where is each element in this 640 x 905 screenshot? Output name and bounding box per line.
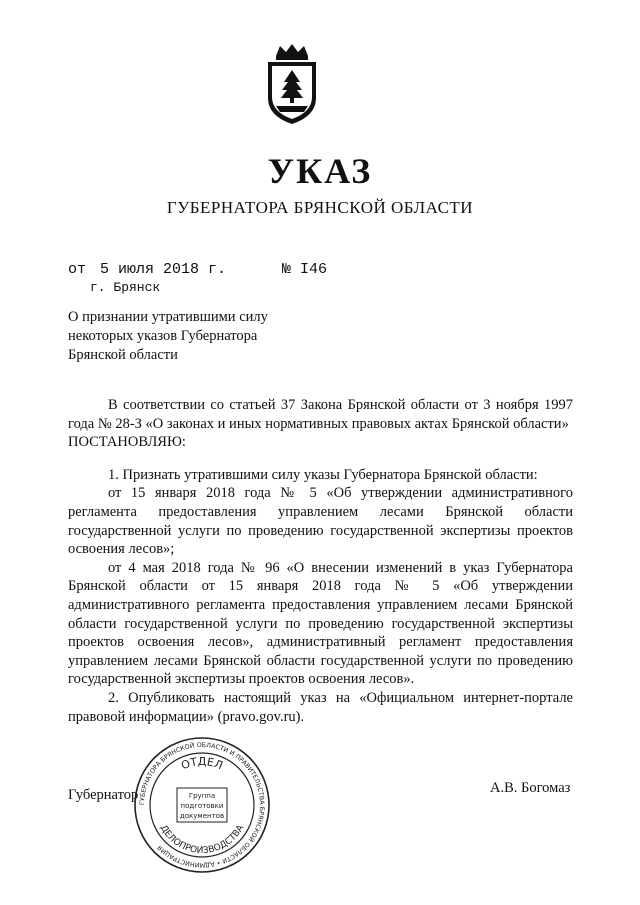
signature-name: А.В. Богомаз [490,780,571,796]
preamble: В соответствии со статьей 37 Закона Брянской области от 3 ноября 1997 года № 28-З «О законах и иных нормативных правовых актах Брянской области» [68,397,573,432]
document-subject [68,308,268,365]
document-body [68,396,573,726]
date-prefix: от [68,261,87,278]
svg-text:ДЕЛОПРОИЗВОДСТВА [158,823,247,856]
document-title: УКАЗ [267,151,373,191]
document-city: г. Брянск [90,280,161,295]
decree-word: ПОСТАНОВЛЯЮ: [68,434,186,451]
document-subtitle: ГУБЕРНАТОРА БРЯНСКОЙ ОБЛАСТИ [166,198,474,217]
stamp-top-text: ОТДЕЛ [179,754,225,773]
stamp-ring-text: ГУБЕРНАТОРА БРЯНСКОЙ ОБЛАСТИ И ПРАВИТЕЛЬСТВА БРЯНСКОЙ ОБЛАСТИ • АДМИНИСТРАЦИЯ [138,741,266,869]
item-2: 2. Опубликовать настоящий указ на «Официальном интернет-портале правовой информации» (pravo.gov.ru). [68,689,573,725]
subject-line: Брянской области [68,347,178,363]
coat-of-arms-icon [262,42,322,126]
subject-line: некоторых указов Губернатора [68,328,258,344]
date-row [68,260,327,278]
stamp-center-line: подготовки [180,802,224,810]
item-1-b: от 4 мая 2018 года № 96 «О внесении изменений в указ Губернатора Брянской области от 15 января 2018 года № 5 «Об утверждении административного регламента предоставления управлением лесами Брянской области государственной услуги по проведению государственной экспертизы проектов освоения лесов», административный регламент предоставления управлением лесами Брянской области государственной услуги по проведению государственной экспертизы проектов освоения лесов». [68,559,573,688]
svg-text:ОТДЕЛ [179,755,224,772]
subject-line: О признании утратившими силу [68,309,268,325]
item-1-a: от 15 января 2018 года № 5 «Об утверждении административного регламента предоставления управлением лесами Брянской области государственной услуги по проведению государственной экспертизы проектов освоения лесов»; [68,485,573,558]
stamp-bottom-text: ДЕЛОПРОИЗВОДСТВА [157,823,247,857]
stamp-center-line: документов [179,812,225,820]
document-number: № I46 [282,261,328,278]
office-stamp [132,735,272,875]
signature-position: Губернатор [68,787,139,803]
item-1: 1. Признать утратившими силу указы Губернатора Брянской области: [108,466,538,483]
stamp-center-line: Группа [188,792,216,800]
document-date: 5 июля 2018 г. [100,261,227,278]
